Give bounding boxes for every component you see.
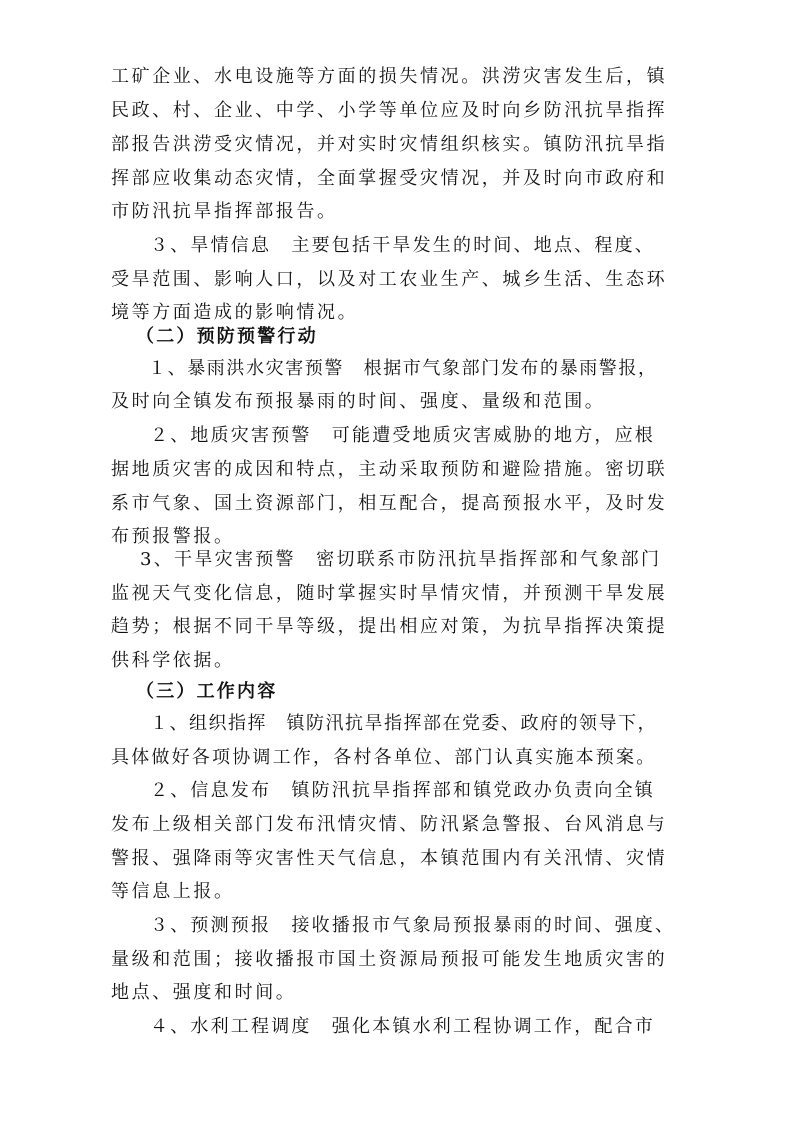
text-line: 警报、强降雨等灾害性天气信息，本镇范围内有关汛情、灾情: [111, 848, 668, 869]
text-line: 系市气象、国土资源部门，相互配合，提高预报水平，及时发: [111, 493, 668, 514]
text-line: ２、地质灾害预警 可能遭受地质灾害威胁的地方，应根: [150, 425, 655, 446]
text-line: 布预报警报。: [111, 526, 235, 547]
text-line: 及时向全镇发布预报暴雨的时间、强度、量级和范围。: [111, 391, 606, 412]
text-line: 3、干旱灾害预警 密切联系市防汛抗旱指挥部和气象部门: [140, 549, 662, 570]
text-line: ３、预测预报 接收播报市气象局预报暴雨的时间、强度、: [150, 915, 676, 936]
text-line: 民政、村、企业、中学、小学等单位应及时向乡防汛抗旱指挥: [111, 100, 668, 121]
text-line: １、组织指挥 镇防汛抗旱指挥部在党委、政府的领导下，: [150, 713, 657, 734]
section-heading: （二）预防预警行动: [136, 326, 318, 347]
text-line: 地点、强度和时间。: [111, 982, 297, 1003]
text-line: 量级和范围；接收播报市国土资源局预报可能发生地质灾害的: [111, 949, 668, 970]
text-line: 具体做好各项协调工作，各村各单位、部门认真实施本预案。: [111, 747, 657, 768]
text-line: 趋势；根据不同干旱等级，提出相应对策，为抗旱指挥决策提: [111, 616, 668, 637]
text-line: ４、水利工程调度 强化本镇水利工程协调工作，配合市: [150, 1016, 655, 1037]
text-line: 受旱范围、影响人口，以及对工农业生产、城乡生活、生态环: [111, 269, 668, 290]
text-line: 部报告洪涝受灾情况，并对实时灾情组织核实。镇防汛抗旱指: [111, 134, 668, 155]
text-line: 工矿企业、水电设施等方面的损失情况。洪涝灾害发生后，镇: [111, 66, 668, 87]
text-line: １、暴雨洪水灾害预警 根据市气象部门发布的暴雨警报，: [148, 358, 658, 379]
text-line: 挥部应收集动态灾情，全面掌握受灾情况，并及时向市政府和: [111, 168, 668, 189]
text-line: 市防汛抗旱指挥部报告。: [111, 201, 338, 222]
text-line: 供科学依据。: [111, 650, 235, 671]
text-line: 境等方面造成的影响情况。: [111, 302, 359, 323]
text-line: 据地质灾害的成因和特点，主动采取预防和避险措施。密切联: [111, 459, 668, 480]
text-line: ３、旱情信息 主要包括干旱发生的时间、地点、程度、: [150, 235, 655, 256]
text-line: ２、信息发布 镇防汛抗旱指挥部和镇党政办负责向全镇: [150, 780, 655, 801]
text-line: 监视天气变化信息，随时掌握实时旱情灾情，并预测干旱发展: [111, 583, 668, 604]
text-line: 发布上级相关部门发布汛情灾情、防汛紧急警报、台风消息与: [111, 814, 668, 835]
text-line: 等信息上报。: [111, 881, 235, 902]
section-heading: （三）工作内容: [136, 681, 278, 702]
